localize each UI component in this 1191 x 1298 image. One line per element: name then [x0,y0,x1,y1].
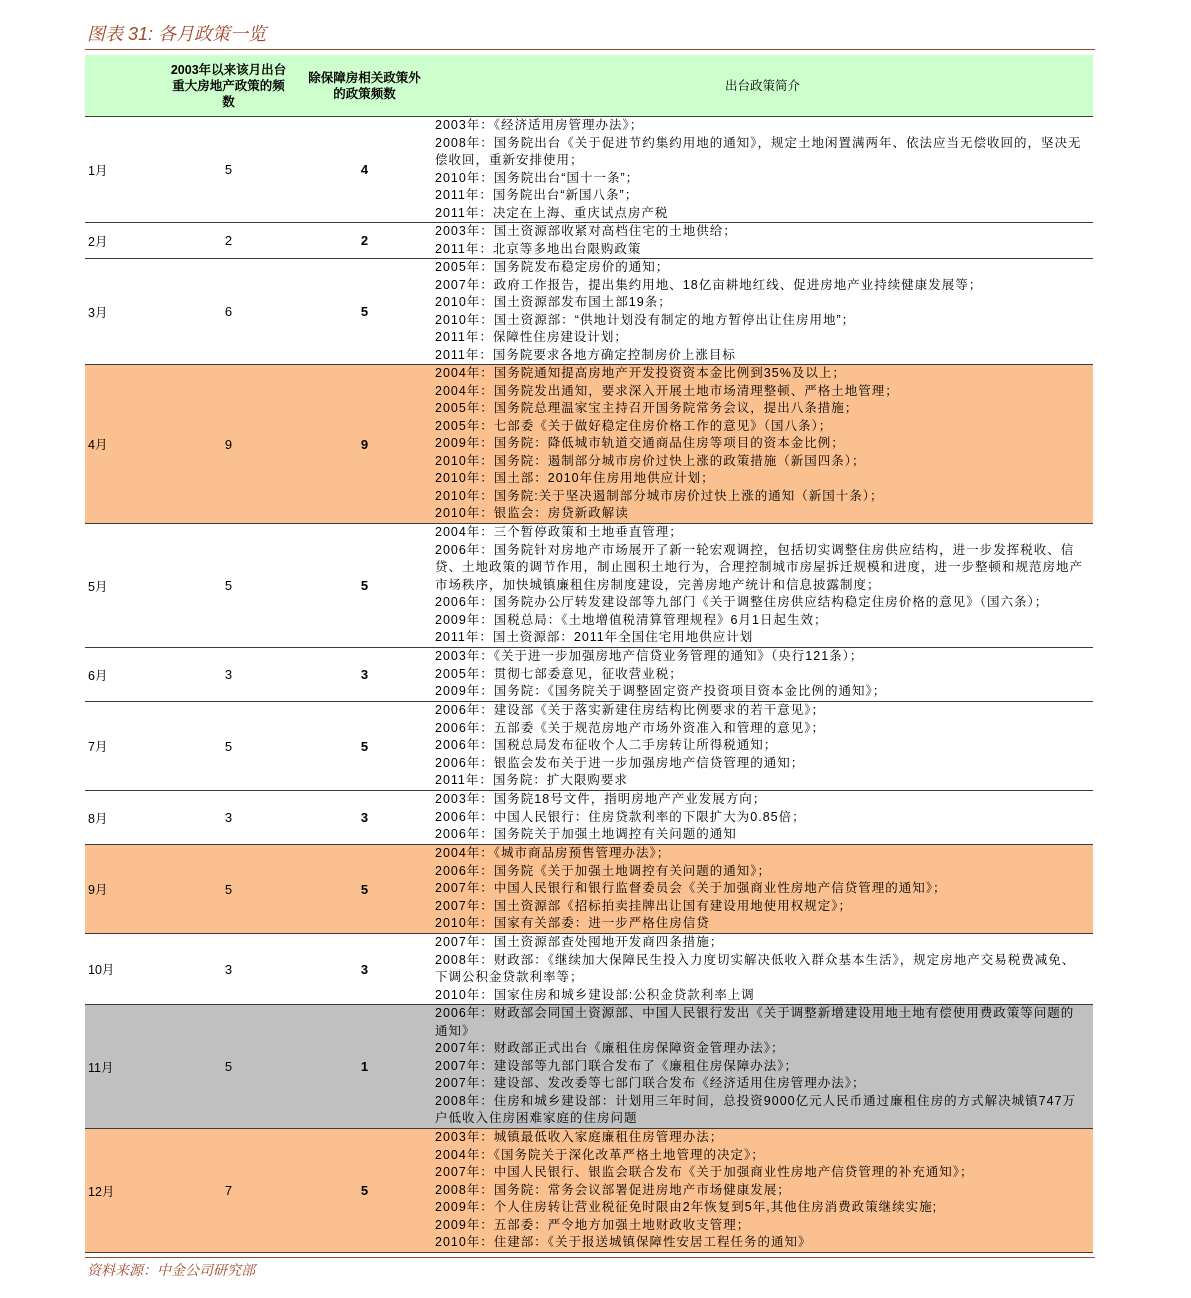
policy-summary-cell [432,524,1093,647]
month-row [85,702,1093,791]
policy-item: 2006年：国务院办公厅转发建设部等九部门《关于调整住房供应结构稳定住房价格的意见》（国六条）； [435,595,1049,609]
month-label: 7月 [88,740,108,754]
policy-count-excluding-housing: 5 [360,304,369,319]
policy-item: 2008年：国务院出台《关于促进节约集约用地的通知》，规定土地闲置满两年、依法应当无偿收回的，坚决无偿收回，重新安排使用； [435,135,1082,167]
policy-item: 2004年：国务院发出通知，要求深入开展土地市场清理整顿、严格土地管理； [435,383,899,398]
policy-item: 2009年：个人住房转让营业税征免时限由2年恢复到5年,其他住房消费政策继续实施; [435,1200,938,1214]
policy-item: 2011年：国土资源部：2011年全国住宅用地供应计划 [435,630,754,644]
header-total-count: 2003年以来该月出台重大房地产政策的频数 [170,62,287,109]
policy-count-excluding-housing: 3 [360,961,369,977]
policy-count-excluding-housing: 4 [360,162,369,177]
policy-item: 2008年：住房和城乡建设部：计划用三年时间，总投资9000亿元人民币通过廉租住房的方式解决城镇747万户低收入住房困难家庭的住房问题 [435,1093,1076,1125]
policy-summary-cell [432,1129,1093,1252]
policy-count-total: 6 [224,304,233,319]
month-row [85,791,1093,845]
policy-summary-cell [432,845,1093,933]
policy-item: 2006年：国务院关于加强土地调控有关问题的通知 [435,827,737,841]
policy-item: 2009年：国务院：降低城市轨道交通商品住房等项目的资本金比例； [435,436,845,450]
policy-summary-cell [432,648,1093,701]
policy-count-excluding-housing: 3 [360,667,369,682]
policy-item: 2010年：国土资源部：“供地计划没有制定的地方暂停出让住房用地”； [435,312,856,327]
policy-count-excluding-housing: 5 [360,738,369,754]
month-row [85,117,1093,223]
policy-item: 2006年：国务院《关于加强土地调控有关问题的通知》； [435,863,772,878]
policy-item: 2011年：保障性住房建设计划； [435,330,628,344]
policy-count-total: 2 [224,233,233,248]
policy-summary-cell [432,1005,1093,1128]
figure-title: 图表 31: 各月政策一览 [87,24,267,44]
header-summary: 出台政策简介 [724,78,800,93]
policy-item: 2008年：财政部：《继续加大保障民生投入力度切实解决低收入群众基本生活》，规定房地产交易税费减免、下调公积金贷款利率等； [435,952,1076,984]
policy-table [85,55,1093,1253]
policy-item: 2005年：贯彻七部委意见，征收营业税； [435,666,683,681]
policy-item: 2010年：国家住房和城乡建设部:公积金贷款利率上调 [435,987,755,1002]
policy-table-body [85,117,1093,1253]
policy-count-total: 3 [224,667,233,682]
policy-item: 2010年：国土资源部发布国土部19条； [435,295,672,309]
policy-item: 2007年：国土资源部查处囤地开发商四条措施； [435,935,724,949]
policy-item: 2004年：《国务院关于深化改革严格土地管理的决定》； [435,1147,765,1162]
month-row [85,524,1093,648]
policy-summary-cell [432,223,1093,258]
policy-item: 2006年：国务院针对房地产市场展开了新一轮宏观调控，包括切实调整住房供应结构，进一步发挥税收、信贷、土地政策的调节作用，制止囤积土地行为，合理控制城市房屋拆迁规模和进度，进一步整顿和规范房地产市场秩序，加快城镇廉租住房制度建设，完善房地产统计和信息披露制度； [435,542,1084,592]
month-row [85,845,1093,934]
policy-summary-cell [432,259,1093,364]
policy-item: 2007年：财政部正式出台《廉租住房保障资金管理办法》； [435,1041,785,1055]
policy-item: 2009年：五部委：严令地方加强土地财政收支管理； [435,1217,751,1232]
policy-count-total: 5 [224,578,233,593]
policy-count-total: 7 [224,1183,233,1198]
policy-item: 2003年：国土资源部收紧对高档住宅的土地供给； [435,224,737,238]
policy-count-excluding-housing: 1 [360,1059,369,1074]
header-month [85,55,160,116]
month-label: 5月 [88,579,108,594]
policy-item: 2004年：三个暂停政策和土地垂直管理； [435,525,683,539]
policy-item: 2010年：国务院:关于坚决遏制部分城市房价过快上涨的通知（新国十条）； [435,488,884,503]
policy-item: 2003年：《经济适用房管理办法》； [435,118,644,132]
policy-summary-cell [432,365,1093,523]
policy-item: 2011年：国务院出台“新国八条”； [435,188,639,202]
policy-item: 2006年：中国人民银行：住房贷款利率的下限扩大为0.85倍； [435,809,806,824]
policy-count-excluding-housing: 2 [360,233,369,248]
policy-item: 2003年：国务院18号文件，指明房地产产业发展方向； [435,792,767,806]
policy-item: 2010年：国务院出台“国十一条”； [435,170,640,185]
policy-item: 2007年：建设部等九部门联合发布了《廉租住房保障办法》； [435,1058,799,1073]
policy-item: 2010年：银监会：房贷新政解读 [435,506,629,520]
policy-count-excluding-housing: 5 [360,578,369,593]
policy-item: 2006年：五部委《关于规范房地产市场外资准入和管理的意见》； [435,720,826,735]
policy-count-total: 3 [224,810,233,825]
month-row [85,1129,1093,1253]
policy-item: 2006年：银监会发布关于进一步加强房地产信贷管理的通知； [435,755,805,770]
policy-item: 2009年：国务院：《国务院关于调整固定资产投资项目资本金比例的通知》； [435,684,887,698]
policy-summary-cell [432,791,1093,844]
policy-item: 2007年：中国人民银行和银行监督委员会《关于加强商业性房地产信贷管理的通知》； [435,881,947,895]
policy-count-total: 5 [224,162,233,177]
month-row [85,648,1093,702]
policy-item: 2008年：国务院：常务会议部署促进房地产市场健康发展； [435,1182,791,1197]
policy-summary-cell [432,117,1093,222]
header-excluding-housing-count: 除保障房相关政策外的政策频数 [308,70,421,101]
policy-count-excluding-housing: 9 [360,436,369,452]
policy-summary-cell [432,934,1093,1004]
month-row [85,934,1093,1005]
policy-count-excluding-housing: 3 [360,810,369,825]
policy-count-total: 5 [224,1059,233,1074]
policy-count-excluding-housing: 5 [360,1183,369,1198]
month-label: 10月 [88,963,115,977]
policy-item: 2007年：建设部、发改委等七部门联合发布《经济适用住房管理办法》； [435,1076,866,1090]
policy-item: 2011年：决定在上海、重庆试点房产税 [435,205,669,220]
table-header-row [85,55,1093,117]
month-row [85,1005,1093,1129]
source-note: 资料来源：中金公司研究部 [87,1262,255,1278]
policy-item: 2010年：住建部：《关于报送城镇保障性安居工程任务的通知》 [435,1235,812,1249]
month-label: 8月 [88,811,108,826]
title-divider [85,49,1095,50]
policy-item: 2011年：北京等多地出台限购政策 [435,241,642,256]
policy-item: 2009年：国税总局：《土地增值税清算管理规程》6月1日起生效； [435,612,828,627]
policy-item: 2011年：国务院要求各地方确定控制房价上涨目标 [435,347,736,362]
policy-item: 2003年：《关于进一步加强房地产信贷业务管理的通知》（央行121条）； [435,649,864,663]
policy-item: 2010年：国务院：遏制部分城市房价过快上涨的政策措施（新国四条）； [435,453,866,468]
policy-count-total: 5 [224,738,233,754]
policy-item: 2011年：国务院：扩大限购要求 [435,773,628,787]
policy-summary-cell [432,702,1093,790]
policy-item: 2005年：国务院总理温家宝主持召开国务院常务会议，提出八条措施； [435,401,859,415]
policy-count-total: 5 [224,881,233,897]
month-label: 3月 [88,305,108,320]
policy-count-total: 9 [224,436,233,452]
month-row [85,223,1093,259]
month-label: 12月 [88,1184,115,1199]
policy-item: 2007年：政府工作报告，提出集约用地、18亿亩耕地红线、促进房地产业持续健康发展等； [435,277,983,292]
month-label: 4月 [88,438,108,452]
policy-item: 2005年：七部委《关于做好稳定住房价格工作的意见》（国八条）； [435,418,833,433]
source-divider [85,1257,1095,1258]
policy-item: 2004年：国务院通知提高房地产开发投资资本金比例到35%及以上； [435,366,846,380]
policy-item: 2007年：国土资源部《招标拍卖挂牌出让国有建设用地使用权规定》； [435,898,853,913]
policy-count-excluding-housing: 5 [360,881,369,897]
policy-item: 2003年：城镇最低收入家庭廉租住房管理办法； [435,1130,724,1144]
month-label: 2月 [88,234,108,249]
policy-item: 2010年：国家有关部委：进一步严格住房信贷 [435,916,710,930]
policy-item: 2006年：国税总局发布征收个人二手房转让所得税通知； [435,738,778,752]
month-label: 11月 [88,1060,114,1075]
policy-item: 2007年：中国人民银行、银监会联合发布《关于加强商业性房地产信贷管理的补充通知》； [435,1165,974,1179]
month-label: 6月 [88,668,108,683]
policy-item: 2006年：财政部会同国土资源部、中国人民银行发出《关于调整新增建设用地土地有偿使用费政策等问题的通知》 [435,1006,1075,1038]
policy-item: 2004年：《城市商品房预售管理办法》； [435,846,671,860]
month-label: 1月 [88,163,108,178]
month-row [85,259,1093,365]
policy-item: 2010年：国土部：2010年住房用地供应计划； [435,471,715,485]
policy-item: 2006年：建设部《关于落实新建住房结构比例要求的若干意见》； [435,703,826,717]
month-label: 9月 [88,883,108,897]
policy-count-total: 3 [224,961,233,977]
policy-item: 2005年：国务院发布稳定房价的通知； [435,260,670,274]
month-row [85,365,1093,524]
